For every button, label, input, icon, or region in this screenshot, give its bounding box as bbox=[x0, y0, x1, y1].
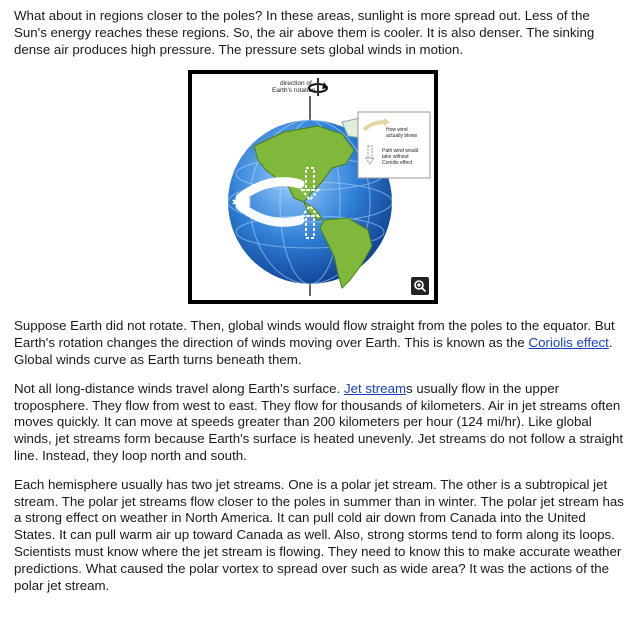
rotation-label-line1: direction of bbox=[280, 80, 312, 88]
paragraph-hemisphere-jet-streams: Each hemisphere usually has two jet streams. One is a polar jet stream. The other is a subtropical jet stream. The polar jet streams flow closer to the poles in summer than in winter. The polar jet stream has a strong effect on weather in North America. It can pull cold air down from Canada into the United States. It can pull warm air up toward Canada as well. Also, strong storms tend to form along its loops. Scientists must know where the jet stream is flowing. They need to know this to make accurate weather predictions. What caused the polar vortex to spread over such as wide area? It was the actions of the polar jet stream. bbox=[14, 476, 624, 593]
figure-container bbox=[14, 70, 626, 304]
legend-actual-line1: How wind bbox=[386, 127, 408, 134]
paragraph-jet-streams bbox=[14, 381, 626, 465]
legend-path-line3: Coriolis effect bbox=[382, 160, 413, 167]
coriolis-effect-link[interactable]: Coriolis effect bbox=[528, 335, 609, 351]
coriolis-figure[interactable] bbox=[188, 70, 438, 304]
rotation-label-line2: Earth's rotation bbox=[272, 87, 316, 95]
magnifier-plus-icon bbox=[413, 279, 427, 293]
legend-path-line2: take without bbox=[382, 154, 409, 161]
paragraph-coriolis bbox=[14, 318, 626, 368]
paragraph-jet-text-after: s usually flow in the upper troposphere. They flow from west to east. They flow for thousands of kilometers. Air in jet streams often moves quickly. It can move at speeds greater than 200 kilometers per hour (124 mi/hr). Like global winds, jet streams form because Earth's surface is heated unevenly. Jet streams do not follow a straight line. Instead, they loop north and south. bbox=[14, 380, 624, 463]
jet-stream-link[interactable]: Jet stream bbox=[343, 380, 407, 396]
legend-actual-line2: actually blows bbox=[386, 133, 418, 140]
globe-diagram bbox=[192, 74, 434, 300]
paragraph-polar-regions: What about in regions closer to the poles? In these areas, sunlight is more spread out. Less of the Sun's energy reaches these regions. So, the air above them is cooler. It is also denser. The sinking dense air produces high pressure. The pressure sets global winds in motion. bbox=[14, 8, 595, 57]
paragraph-coriolis-text-before: Suppose Earth did not rotate. Then, global winds would flow straight from the poles to the equator. But Earth's rotation changes the direction of winds moving over Earth. This is known as the bbox=[14, 318, 615, 351]
paragraph-coriolis-text-after: . Global winds curve as Earth turns beneath them. bbox=[14, 335, 613, 367]
zoom-button[interactable] bbox=[411, 277, 429, 295]
legend-box bbox=[358, 112, 430, 178]
paragraph-jet-text-before: Not all long-distance winds travel along Earth's surface. bbox=[14, 380, 344, 396]
legend-path-line1: Path wind would bbox=[382, 148, 419, 155]
